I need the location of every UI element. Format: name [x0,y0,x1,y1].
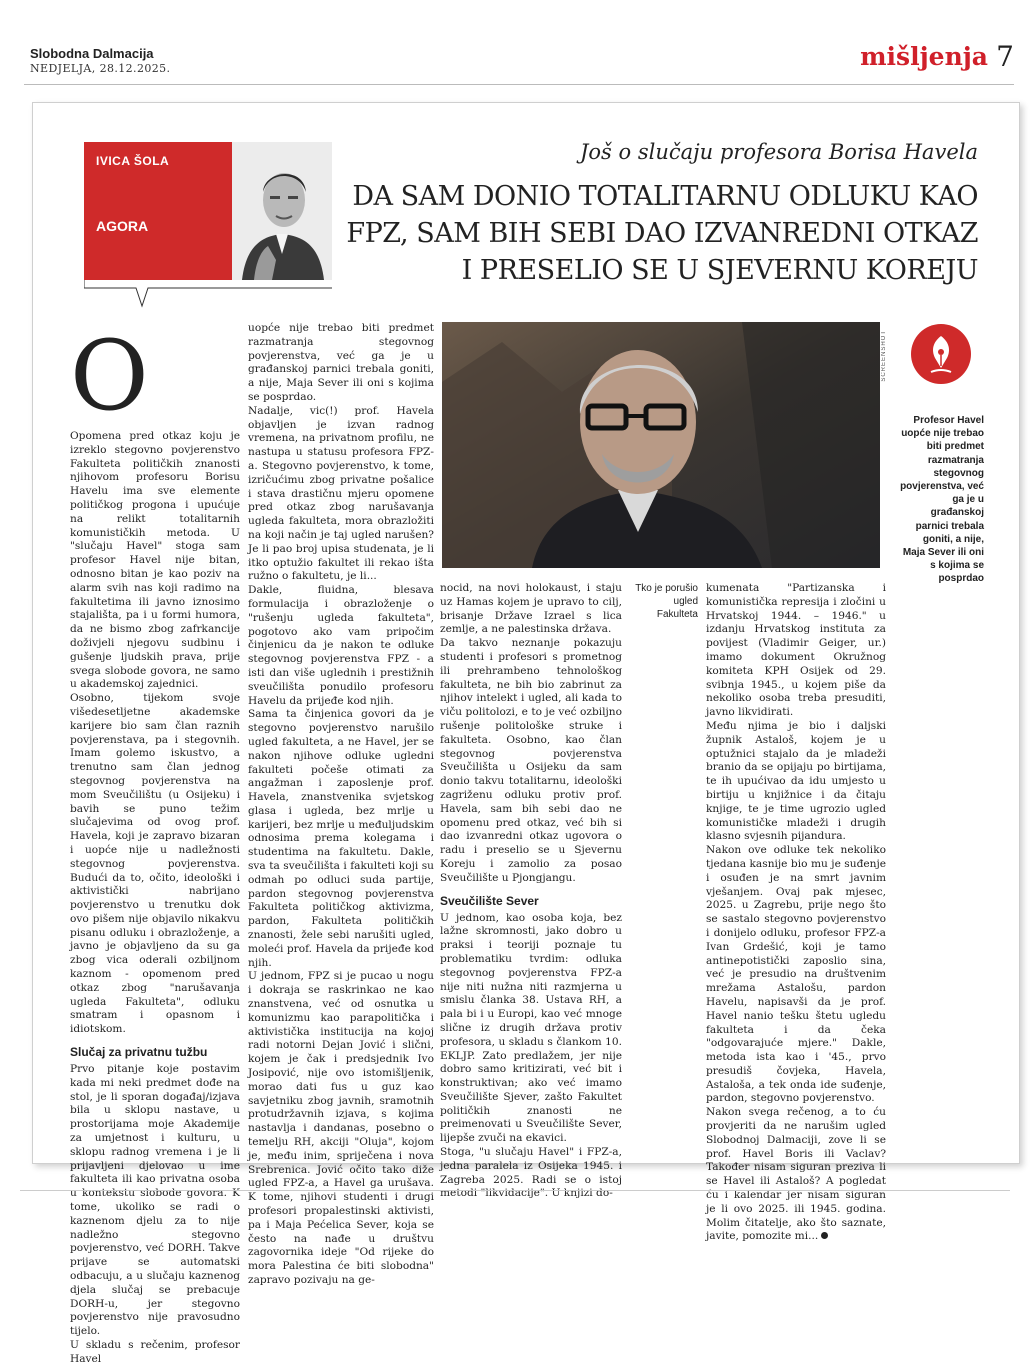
paragraph: Osobno, tijekom svoje višedesetljetne akademske karijere bio sam član raznih povjerenstava, pa i stegovnih. Imam golemo iskustvo, a trenutno sam član jednog stegovnog povjerenstva na mom Sveučilištu (u Osijeku) i bavih se puno težim slučajevima od ovog prof. Havela, koji je zapravo bizaran i uopće nije u nadležnosti stegovnog povjerenstva. Budući da to, očito, ideološki i aktivistički nabrijano povjerenstvo u trenutku dok ovo pišem nije objavilo nikakvu pisanu odluku i obrazloženje, a javno je objavljeno da su ga zbog vica oderali ozbiljnom kaznom - opomenom pred otkaz zbog "narušavanja ugleda Fakulteta", odluku smatram i opasnom i idiotskom. [70,692,240,1036]
paragraph: nocid, na novi holokaust, i staju uz Hamas kojem je upravo to cilj, brisanje Države Izrael s lica zemlje, a ne palestinska država. [440,582,622,636]
quote-pen-icon [911,324,971,384]
body-column-2 [248,322,434,1288]
column-tag [84,142,232,280]
paragraph: uopće nije trebao biti predmet razmatranja stegovnog povjerenstva, već ga je u građanskoj parnici trebala goniti, a nije, Maja Sever ili oni s kojima se posprdao. [248,322,434,403]
author-portrait-illustration [232,142,332,280]
article-kicker: Još o slučaju profesora Borisa Havela [580,140,978,164]
closing-paragraph: Nakon svega rečenog, a to ću provjeriti da ne narušim ugled Slobodnoj Dalmaciji, zove li se prof. Havel Boris ili Vaclav? Također nisam siguran preziva li se Havel ili Astaloš? A pogledat ću i kalendar jer nisam siguran je li ovo 2025. ili 1945. godina. Molim čitatelje, ako što saznate, javite, pomozite mi... [706,1106,886,1243]
paragraph: Stoga, "u slučaju Havel" i FPZ-a, jedna paralela iz Osijeka 1945. i Zagreba 2025. Radi se o istoj metodi "likvidacije". U knjizi do- [440,1146,622,1200]
body-column-1 [70,320,240,1367]
paragraph: Među njima je bio i daljski župnik Astaloš, kojem je u optužnici stajalo da je mladeži branio da se opijaju po birtijama, te ih upućivao da idu umjesto u birtiju u knjižnice i da čitaju knjige, te je time ugrozio ugled komunističke mladeži i drugih klasno svjesnih pijandura. [706,719,886,843]
article-photo [442,322,880,568]
paragraph: Dakle, fluidna, blesava formulacija i obrazloženje o "rušenju ugleda fakulteta", pogotovo ako vam pripočim činjenicu da je nakon te odluke stegovnog povjerenstva FPZ - a isti dan više uglednih i prestižnih sveučilišta ponudilo profesoru Havelu da prijeđe kod njih. [248,584,434,707]
subheading: Sveučilište Sever [440,893,539,908]
author-name: IVICA ŠOLA [96,154,170,168]
issue-date: NEDJELJA, 28.12.2025. [30,62,171,75]
paragraph: Nakon ove odluke tek nekoliko tjedana kasnije bio mu je suđenje i osuđen je na smrt javnim vješanjem. Ovaj pak mjesec, 2025. u Zagrebu, prije nego što se sastalo stegovno povjerenstvo i donijelo odluku, profesor FPZ-a Ivan Grdešić, koji je tamo antinepotistički zaposlio sina, već je presudio na društvenim mrežama Astalošu, pardon Havelu, napisavši da je prof. Havel nanio tešku štetu ugledu fakulteta i da čeka "odgovarajuće mjere." Dakle, metoda ista kao i '45., prvo presudiš čovjeka, Havela, Astaloša, a tek onda ide suđenje, pardon, stegovno povjerenstvo. [706,844,886,1105]
pen-nib-icon [911,324,971,384]
paragraph: kumenata "Partizanska i komunistička represija i zločini u Hrvatskoj 1944. – 1946." u izdanju Hrvatskog instituta za povijest (Vladimir Geiger, ur.) imamo dokument Okružnog komiteta KPH Osijek od 29. svibnja 1945., u kojem piše da nekoliko osoba treba presuditi, javno likvidirati. [706,582,886,719]
paragraph: Nadalje, vic(!) prof. Havela objavljen je izvan radnog vremena, na privatnom profilu, ne nastupa u statusu profesora FPZ-a. Stegovno povjerenstvo, k tome, izričućimu zbog privatne pošalice i stava drastičnu mjeru opomene pred otkaz zbog narušavanja ugleda fakulteta, mora obrazložiti na koji način je taj ugled narušen? Je li pao broj upisa studenata, je li itko optužio fakultet ili rekao išta ružno o fakultetu, je li... [248,404,434,583]
newspaper-name: Slobodna Dalmacija [30,46,154,61]
page-number: 7 [996,40,1014,73]
article-headline: DA SAM DONIO TOTALITARNU ODLUKU KAO FPZ, SAM BIH SEBI DAO IZVANREDNI OTKAZ I PRESELIO SE U SJEVERNU KOREJU [346,181,978,286]
paragraph: Sama ta činjenica govori da je stegovno povjerenstvo narušilo ugled fakulteta, a ne Havel, jer se nakon njihove odluke ugledni fakulteti počeše otimati za angažman i zaposlenje prof. Havela, znanstvenika svjetskog glasa i ugleda, bez mrlje u karijeri, bez mrlje u međuljudskim odnosima prema kolegama i studentima na fakultetu. Dakle, sva ta sveučilišta i fakulteti koji su odmah po odluci suda partije, pardon stegovnog povjerenstva Fakulteta političkog aktivizma, pardon, Fakulteta političkih znanosti, žele sebi narušiti ugled, moleći prof. Havela da prijeđe kod njih. [248,708,434,969]
drop-cap: O [70,320,149,432]
paragraph: U jednom, FPZ si je pucao u nogu i dokraja se raskrinkao ne kao znanstvena, već od osnutka u komunizmu kao parapolitička i aktivistička institucija na kojoj radi notorni Dejan Jović i slični, kojem je čak i predsjednik Ivo Josipović, nije ovo istomišljenik, morao dati fus u guz kao savjetniku zbog javnih, sramotnih protudržavnih izjava, s kojima nastavlja i dandanas, posebno o temelju RH, akciji "Oluja", kojom je, među inim, spriječena i nova Srebrenica. Jović očito tako diže ugled FPZ-a, a Havel ga urušava. K tome, njihovi studenti i drugi profesori propalestinski aktivisti, pa i Maja Pećelica Sever, koja se često na nađe u društvu zagovornika ideje "Od rijeke do mora Palestina će biti slobodna" zapravo pozivaju na ge- [248,970,434,1286]
paragraph [706,1106,886,1244]
pull-quote: Profesor Havel uopće nije trebao biti predmet razmatranja stegovnog povjerenstva, već ga je u građanskoj parnici trebala goniti, a nije, Maja Sever ili oni s kojima se posprdao [900,415,984,585]
subheading: Slučaj za privatnu tužbu [70,1045,208,1060]
paragraph: U jednom, kao osoba koja, bez lažne skromnosti, jako dobro u praksi i teoriji poznaje tu problematiku tvrdim: odluka stegovnog povjerenstva FPZ-a nije niti nužna niti razmjerna u smislu članka 38. Ustava RH, a pala bi i u Europi, kao već mnoge slične iz drugih država protiv profesora, u skladu s člankom 10. EKLJP. Zato predlažem, jer nije dobro samo kritizirati, već bit i konstruktivan; ako već imamo Sveučilište Sjever, zašto Fakultet političkih znanosti ne preimenovati u Sveučilište Sever, lijepše zvuči na ekavici. [440,911,622,1145]
author-portrait [232,142,332,280]
column-name: AGORA [96,218,149,234]
page-bottom-rule [20,1190,1010,1191]
end-mark-icon [821,1232,828,1239]
paragraph: Prvo pitanje koje postavim kada mi neki predmet dođe na stol, je li sporan događaj/izjava bila u sklopu nastave, u prostorijama moje Akademije za umjetnost i kulturu, u sklopu radnog vremena i je li prijavljeni djelovao u ime fakulteta ili kao privatna osoba u kontekstu slobode govora. K tome, ukoliko se radi o kaznenom djelu za to nije nadležno stegovno povjerenstvo, već DORH. Takve prijave se automatski odbacuju, a u slučaju kaznenog djela slučaj se prebacuje DORH-u, jer stegovno povjerenstvo nije pravosudno tijelo. [70,1063,240,1338]
paragraph: Da takvo neznanje pokazuju studenti i profesori s prometnog ili prehrambeno tehnološkog fakulteta, ne bih bio zabrinut za njihov intelekt i ugled, ali kada to viču politolozi, e to je već ozbiljno rušenje politološke struke i fakulteta. Osobno, kao član stegovnog povjerenstva Sveučilišta u Osijeku da sam donio takvu totalitarnu, ideološki zagriženu odluku protiv prof. Havela, sam bih sebi dao ne opomenu pred otkaz, već bih si dao izvanredni otkaz ugovora o radu i preselio se u Sjevernu Koreju i zamolio za posao Sveučilište u Pjongjangu. [440,637,622,884]
photo-caption: Tko je porušio ugled Fakulteta [635,583,698,620]
section-name: mišljenja [860,42,988,71]
body-column-4 [706,582,886,1244]
speech-bubble-outline [84,280,332,310]
paragraph: U skladu s rečenim, profesor Havel [70,1339,240,1365]
paragraph: Opomena pred otkaz koju je izreklo stegovno povjerenstvo Fakulteta političkih znanosti njihovom profesoru Borisu Havelu ima sve elemente političkog progona i upućuje na relikt totalitarnih komunističkih metoda. U "slučaju Havel" stoga sam profesor Havel nije bitan, odnosno bitan je kao poziv na alarm svih nas koji radimo na fakultetima ili javno iznosimo stajališta, pa i u formi humora, da ne bismo zbog zafrkancije doživjeli njegovu sudbinu i gušenje ljudskih prava, prije svega slobode govora, ne samo u akademskoj zajednici. [70,430,240,691]
page-header [24,40,1014,85]
body-column-3 [440,582,622,1201]
photo-illustration [442,322,880,568]
photo-credit: SCREENSHOT [881,330,887,382]
